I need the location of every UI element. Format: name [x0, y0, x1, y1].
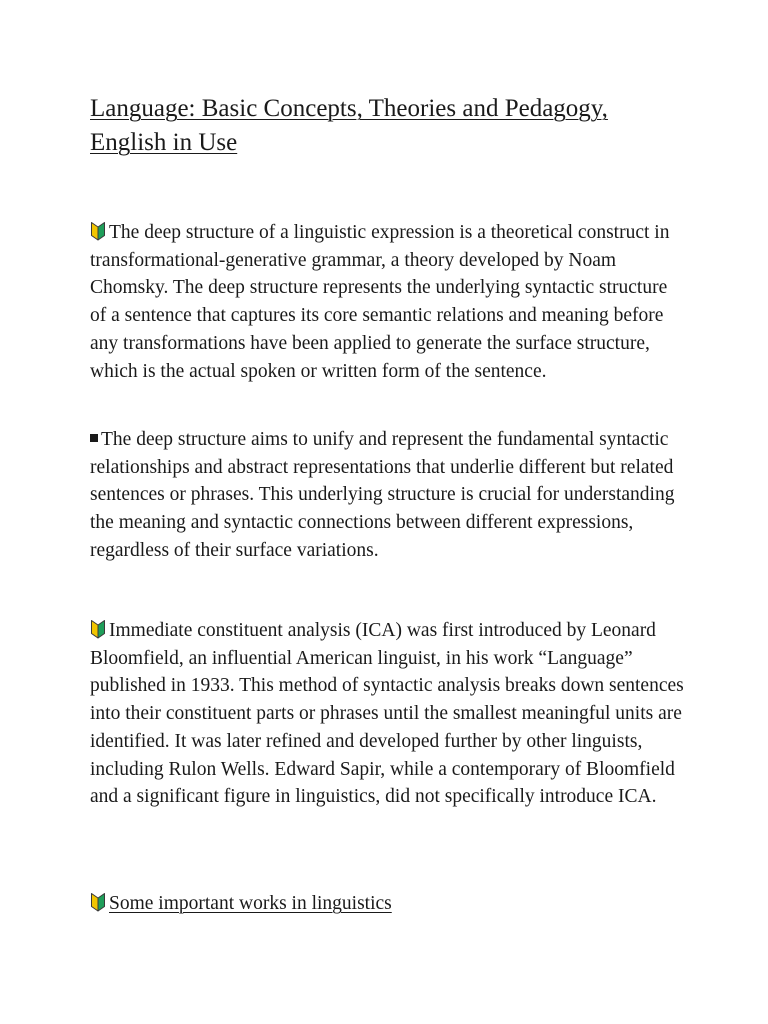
section-heading-link[interactable]: Some important works in linguistics [109, 893, 392, 914]
paragraph-deep-structure [90, 219, 684, 385]
beginner-leaf-icon [90, 221, 106, 241]
beginner-leaf-icon [90, 619, 106, 639]
document-title: Language: Basic Concepts, Theories and Pedagogy, English in Use [90, 95, 608, 156]
paragraph-deep-structure-aims [90, 426, 684, 565]
paragraph-important-works [90, 890, 684, 918]
paragraph-text: The deep structure of a linguistic expression is a theoretical construct in transformational-generative grammar, a theory developed by Noam Chomsky. The deep structure represents the underlying syntactic structure of a sentence that captures its core semantic relations and meaning before any transformations have been applied to generate the surface structure, which is the actual spoken or written form of the sentence. [90, 222, 670, 382]
paragraph-ica [90, 617, 684, 811]
beginner-leaf-icon [90, 892, 106, 912]
square-bullet-icon [90, 434, 98, 442]
paragraph-text: The deep structure aims to unify and represent the fundamental syntactic relationships and abstract representations that underlie different but related sentences or phrases. This underlying structure is crucial for understanding the meaning and syntactic connections between different expressions, regardless of their surface variations. [90, 429, 675, 561]
paragraph-text: Immediate constituent analysis (ICA) was first introduced by Leonard Bloomfield, an influential American linguist, in his work “Language” published in 1933. This method of syntactic analysis breaks down sentences into their constituent parts or phrases until the smallest meaningful units are identified. It was later refined and developed further by other linguists, including Rulon Wells. Edward Sapir, while a contemporary of Bloomfield and a significant figure in linguistics, did not specifically introduce ICA. [90, 620, 684, 808]
